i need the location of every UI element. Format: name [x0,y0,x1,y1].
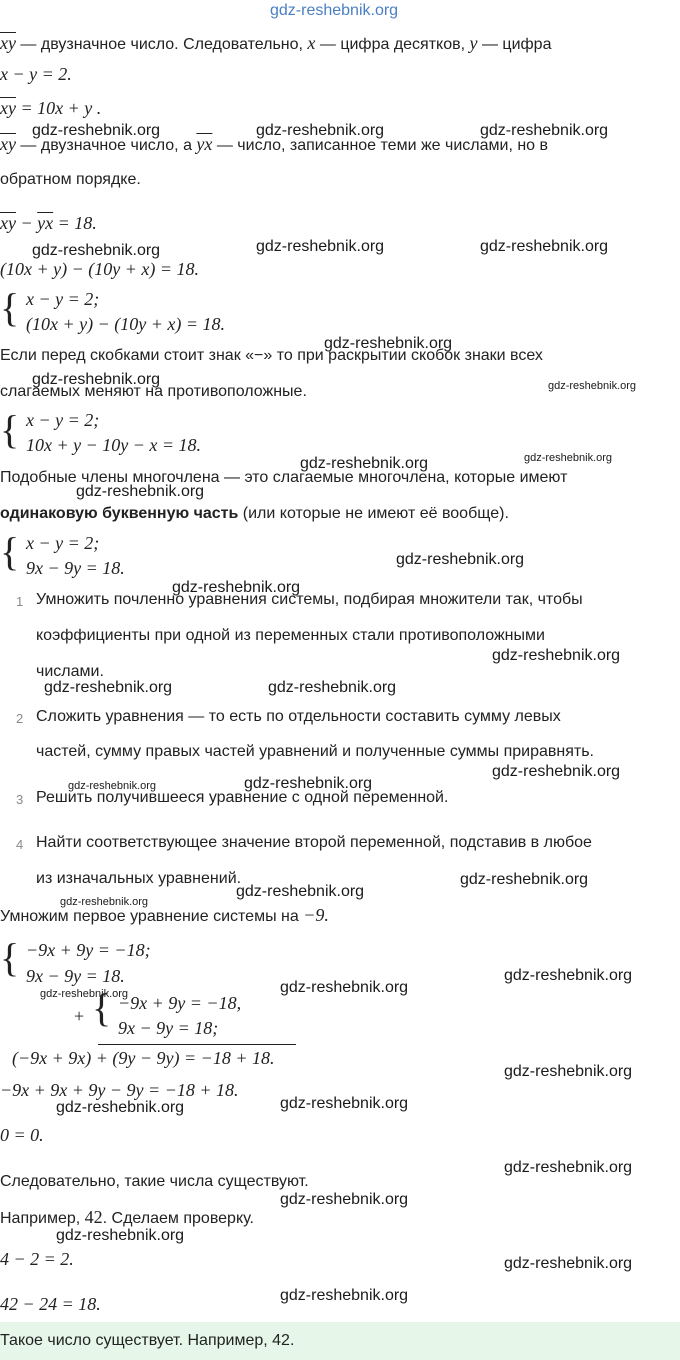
text: . Сделаем проверку. [102,1210,254,1227]
text-line-5: обратном порядке. [0,171,141,188]
step-1-line-3: числами. [36,663,104,680]
math: −9. [303,905,329,925]
system-brace: { [92,985,112,1030]
system5-eq2: 9x − 9y = 18; [118,1018,219,1038]
watermark: gdz-reshebnik.org [324,335,453,352]
step-1-line-1: Умножить почленно уравнения системы, подбирая множители так, чтобы [36,591,583,608]
step-2-line-1: Сложить уравнения — то есть по отдельности составить сумму левых [36,708,561,725]
step-number: 2 [16,711,24,726]
watermark: gdz-reshebnik.org [480,238,609,255]
text-line-1 [0,33,551,54]
math-xy: $\overline{xy}$ [0,98,16,118]
watermark: gdz-reshebnik.org [460,871,589,888]
math-xy: $\overline{xy}$ [0,33,16,53]
text-line-4 [0,134,548,155]
system1-eq1: x − y = 2; [26,289,100,309]
step-number: 1 [16,594,24,609]
watermark: gdz-reshebnik.org [504,1063,633,1080]
math: − [15,213,38,233]
watermark: gdz-reshebnik.org [32,122,161,139]
watermark: gdz-reshebnik.org [68,780,157,792]
equation-xy-expansion [0,98,101,119]
system3-eq2: 9x − 9y = 18. [26,558,125,578]
step-3-line-1: Решить получившееся уравнение с одной переменной. [36,789,449,806]
math-x: x [307,33,316,53]
answer-banner [0,1322,680,1360]
system4-eq2: 9x − 9y = 18. [26,966,125,986]
bold-text: одинаковую буквенную часть [0,505,239,522]
watermark: gdz-reshebnik.org [504,967,633,984]
text: — двузначное число. Следовательно, [15,36,308,53]
system2-eq2: 10x + y − 10y − x = 18. [26,435,202,455]
math: 42 [84,1207,103,1227]
system5-eq1: −9x + 9y = −18, [118,993,242,1013]
equation-zero: 0 = 0. [0,1125,44,1145]
watermark: gdz-reshebnik.org [56,1227,185,1244]
text: — цифра десятков, [315,36,470,53]
system-brace: { [0,935,20,980]
equation-x-minus-y: x − y = 2. [0,64,72,84]
system3-eq1: x − y = 2; [26,533,100,553]
watermark: gdz-reshebnik.org [256,238,385,255]
watermark: gdz-reshebnik.org [172,579,301,596]
watermark: gdz-reshebnik.org [268,679,397,696]
watermark: gdz-reshebnik.org [236,883,365,900]
watermark: gdz-reshebnik.org [280,979,409,996]
watermark: gdz-reshebnik.org [76,483,205,500]
system2-eq1: x − y = 2; [26,410,100,430]
text: — двузначное число, а [15,137,197,154]
step-number: 4 [16,837,24,852]
equation-difference [0,213,97,234]
system-brace: { [0,407,20,452]
step-2-line-2: частей, сумму правых частей уравнений и полученные суммы приравнять. [36,743,594,760]
watermark: gdz-reshebnik.org [480,122,609,139]
text: Умножим первое уравнение системы на [0,908,304,925]
watermark: gdz-reshebnik.org [256,122,385,139]
math: = 10x + y . [15,98,102,118]
watermark: gdz-reshebnik.org [504,1255,633,1272]
text: (или которые не имеют её вообще). [238,505,509,522]
step-4-line-2: из изначальных уравнений. [36,870,242,887]
text-line-17 [0,1207,254,1228]
answer-text: Такое число существует. Например, 42. [0,1332,295,1349]
math: = 18. [53,213,97,233]
plus-sign: + [74,1006,85,1026]
math-yx: $\overline{yx}$ [37,213,54,233]
step-4-line-1: Найти соответствующее значение второй переменной, подставив в любое [36,834,592,851]
text: — число, записанное теми же числами, но в [212,137,549,154]
system1-eq2: (10x + y) − (10y + x) = 18. [26,314,226,334]
watermark: gdz-reshebnik.org [492,763,621,780]
watermark: gdz-reshebnik.org [492,647,621,664]
watermark-header[interactable]: gdz-reshebnik.org [270,2,399,19]
system-brace: { [0,529,20,574]
equation-expanded: (10x + y) − (10y + x) = 18. [0,259,200,279]
watermark: gdz-reshebnik.org [40,988,129,1000]
watermark: gdz-reshebnik.org [280,1095,409,1112]
watermark: gdz-reshebnik.org [504,1159,633,1176]
watermark: gdz-reshebnik.org [300,455,429,472]
check-equation-2: 42 − 24 = 18. [0,1294,101,1314]
watermark: gdz-reshebnik.org [56,1099,185,1116]
watermark: gdz-reshebnik.org [280,1191,409,1208]
text-line-9: слагаемых меняют на противоположные. [0,383,307,400]
watermark: gdz-reshebnik.org [396,551,525,568]
text: — цифра [477,36,552,53]
step-1-line-2: коэффициенты при одной из переменных стали противоположными [36,627,545,644]
sum-line [98,1044,296,1045]
equation-grouped-sum: (−9x + 9x) + (9y − 9y) = −18 + 18. [12,1048,275,1068]
system-brace: { [0,285,20,330]
watermark: gdz-reshebnik.org [60,896,149,908]
step-number: 3 [16,792,24,807]
text-line-12 [0,905,329,926]
math-xy: $\overline{xy}$ [0,213,16,233]
watermark: gdz-reshebnik.org [524,452,613,464]
text-line-11 [0,505,509,523]
text: Например, [0,1210,85,1227]
watermark: gdz-reshebnik.org [548,380,637,392]
text-line-8: Если перед скобками стоит знак «−» то при раскрытии скобок знаки всех [0,347,543,364]
watermark: gdz-reshebnik.org [280,1287,409,1304]
watermark: gdz-reshebnik.org [44,679,173,696]
text-line-16: Следовательно, такие числа существуют. [0,1173,309,1190]
math-yx: $\overline{yx}$ [196,134,213,154]
math-xy: $\overline{xy}$ [0,134,16,154]
system4-eq1: −9x + 9y = −18; [26,940,151,960]
watermark: gdz-reshebnik.org [32,242,161,259]
text-line-10: Подобные члены многочлена — это слагаемые многочлена, которые имеют [0,469,568,486]
math-y: y [469,33,478,53]
equation-sum: −9x + 9x + 9y − 9y = −18 + 18. [0,1080,239,1100]
watermark: gdz-reshebnik.org [244,775,373,792]
check-equation-1: 4 − 2 = 2. [0,1249,74,1269]
watermark: gdz-reshebnik.org [32,371,161,388]
